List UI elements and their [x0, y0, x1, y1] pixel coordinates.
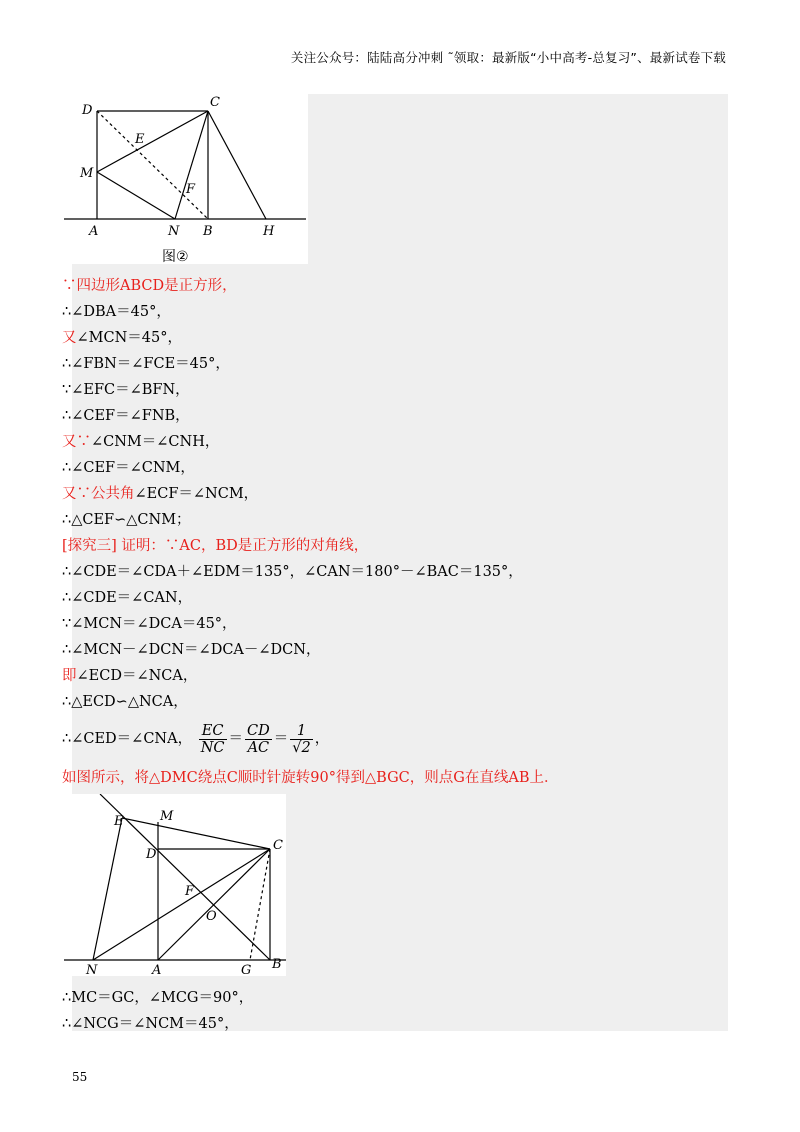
proof-line-8: ∴∠CEF＝∠CNM， [62, 460, 195, 476]
fraction-3-denominator: √2 [292, 739, 311, 756]
red-prefix: 又∵公共角 [62, 486, 135, 502]
red-prefix: 即 [62, 668, 77, 684]
fig1-seg-NC [175, 111, 208, 219]
line18-prefix: ∴∠CED＝∠CNA， [62, 731, 193, 747]
fig2-label-E: E [114, 814, 124, 829]
fig2-label-G: G [241, 963, 252, 978]
fraction-2-numerator: CD [247, 722, 270, 739]
figure-1 [60, 94, 310, 244]
fig2-label-A: A [152, 963, 162, 978]
proof-line-10: ∴△CEF∽△CNM； [62, 512, 191, 528]
red-prefix: 又 [62, 330, 77, 346]
proof-line-6: ∴∠CEF＝∠FNB， [62, 408, 190, 424]
fig1-seg-MN [97, 172, 175, 219]
proof-line-1: ∵四边形ABCD是正方形， [62, 278, 237, 294]
proof-line-20: ∴MC＝GC，∠MCG＝90°， [62, 990, 254, 1006]
proof-line-21: ∴∠NCG＝∠NCM＝45°， [62, 1016, 239, 1032]
line-body: ∠ECF＝∠NCM， [134, 486, 259, 502]
proof-line-12: ∴∠CDE＝∠CDA＋∠EDM＝135°，∠CAN＝180°－∠BAC＝135°， [62, 564, 523, 580]
fig2-seg-NC [93, 849, 270, 960]
fig1-label-E: E [135, 132, 145, 147]
fig2-label-N: N [86, 963, 98, 978]
fraction-1-sqrt2 [290, 723, 312, 756]
proof-line-4: ∴∠FBN＝∠FCE＝45°， [62, 356, 230, 372]
figure-1-caption: 图② [162, 249, 189, 265]
fig1-label-C: C [210, 95, 220, 110]
fig1-label-H: H [263, 224, 275, 239]
line18-equals-2: ＝ [273, 731, 289, 747]
proof-line-16 [62, 666, 197, 686]
fig1-seg-CH [208, 111, 266, 219]
fig1-label-D: D [82, 103, 93, 118]
fig2-label-F: F [185, 884, 195, 899]
figure-2 [60, 794, 292, 978]
red-prefix: 又∵ [62, 434, 91, 450]
fraction-ec-nc [199, 723, 227, 756]
proof-line-2: ∴∠DBA＝45°， [62, 304, 171, 320]
fig1-label-N: N [168, 224, 180, 239]
fig2-seg-EC [122, 818, 270, 849]
fig1-label-M: M [80, 166, 94, 181]
proof-line-14: ∵∠MCN＝∠DCA＝45°， [62, 616, 237, 632]
fraction-1-numerator: EC [199, 723, 227, 740]
proof-line-7 [62, 432, 219, 452]
fraction-3-numerator: 1 [290, 723, 312, 740]
proof-line-11: [探究三] 证明：∵AC，BD是正方形的对角线， [62, 538, 369, 554]
fig1-seg-MC [97, 111, 208, 172]
fraction-2-denominator: AC [247, 739, 270, 756]
fig2-label-B: B [272, 957, 282, 972]
fraction-cd-ac [245, 723, 272, 756]
proof-line-3 [62, 328, 182, 348]
line18-equals-1: ＝ [228, 731, 243, 747]
proof-line-5: ∵∠EFC＝∠BFN， [62, 382, 190, 398]
proof-line-13: ∴∠CDE＝∠CAN， [62, 590, 193, 606]
fig2-label-C: C [273, 838, 283, 853]
line-body: ∠ECD＝∠NCA， [76, 668, 198, 684]
proof-line-18 [62, 720, 329, 758]
line-body: ∠MCN＝45°， [76, 330, 182, 346]
fig2-seg-NE [93, 818, 122, 960]
proof-line-9 [62, 484, 258, 504]
fig1-label-B: B [203, 224, 213, 239]
page-number: 55 [72, 1070, 88, 1084]
fig2-label-M: M [160, 809, 174, 824]
fig2-label-D: D [146, 847, 157, 862]
fig2-label-O: O [206, 909, 217, 924]
line-body: ∠CNM＝∠CNH， [91, 434, 220, 450]
proof-line-19: 如图所示，将△DMC绕点C顺时针旋转90°得到△BGC，则点G在直线AB上． [62, 770, 559, 786]
fraction-1-denominator: NC [200, 739, 225, 756]
proof-line-17: ∴△ECD∽△NCA， [62, 694, 188, 710]
proof-line-15: ∴∠MCN－∠DCN＝∠DCA－∠DCN， [62, 642, 321, 658]
fig1-label-F: F [186, 182, 196, 197]
fig1-label-A: A [89, 224, 99, 239]
line18-suffix: ， [314, 731, 330, 747]
page-header: 关注公众号：陆陆高分冲刺 ˜领取：最新版“小中高考-总复习”、最新试卷下载 [290, 50, 726, 65]
